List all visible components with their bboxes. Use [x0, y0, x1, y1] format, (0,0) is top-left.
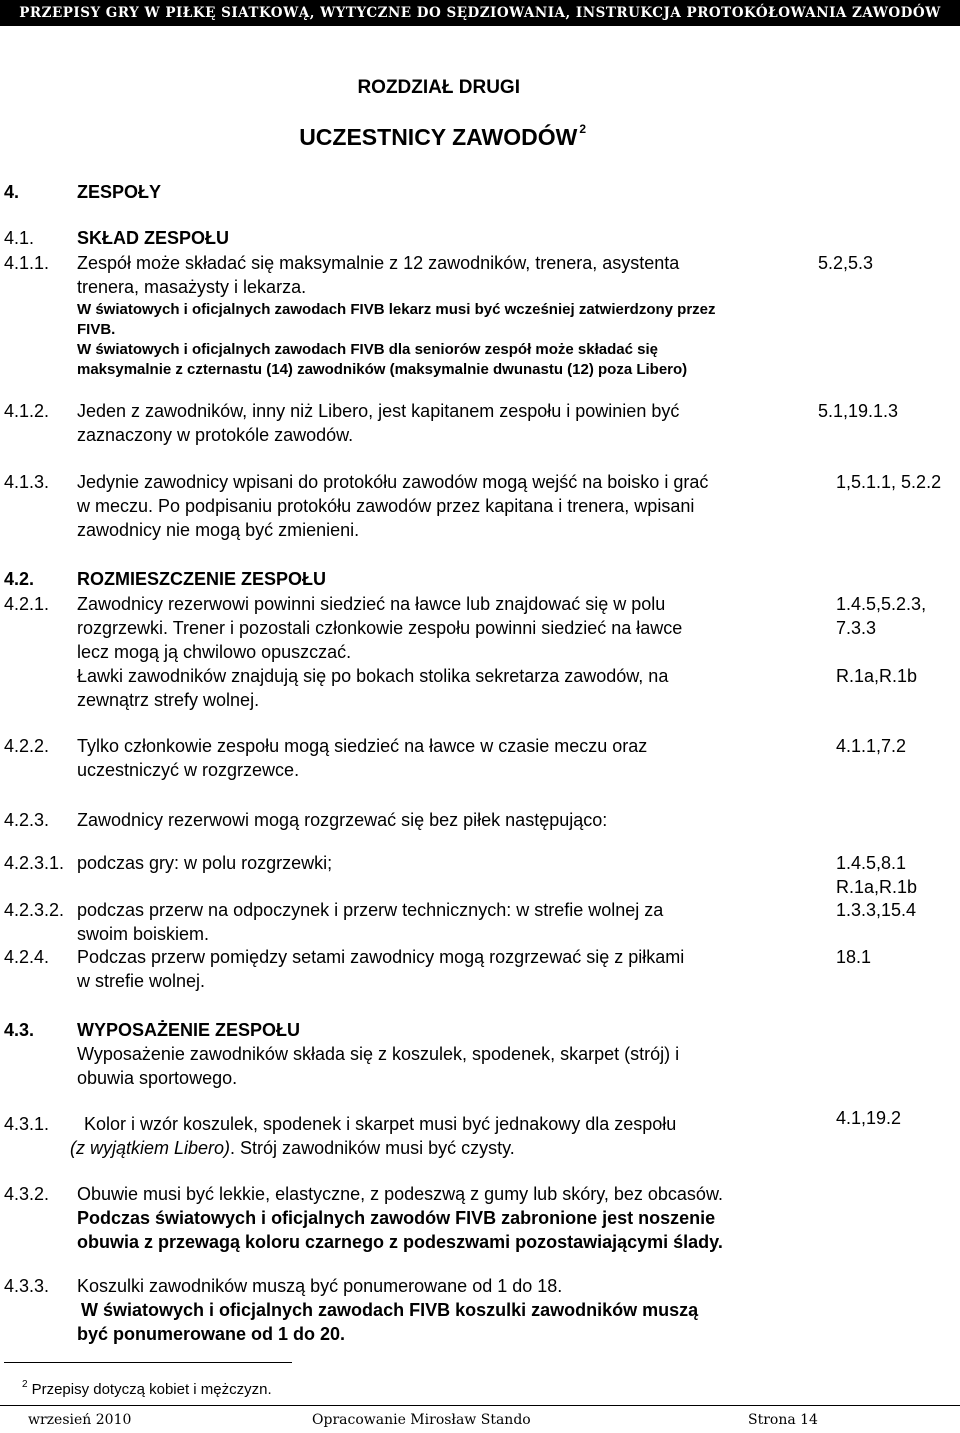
- libero-exception: (z wyjątkiem Libero): [70, 1138, 231, 1158]
- rule-reference: 1,5.1.1, 5.2.2: [836, 472, 942, 492]
- chapter-title: ROZDZIAŁ DRUGI: [357, 77, 520, 98]
- footer-date: wrzesień 2010: [28, 1412, 132, 1428]
- section-number: 4.2.4.: [4, 947, 50, 967]
- section-number: 4.1.2.: [4, 401, 50, 421]
- rule-reference: R.1a,R.1b: [836, 877, 918, 897]
- section-body: [77, 470, 708, 542]
- body-line: zawodnicy nie mogą być zmienieni.: [77, 520, 360, 540]
- body-line: obuwia sportowego.: [77, 1068, 238, 1088]
- body-line-bold: maksymalnie z czternastu (14) zawodników (maksymalnie dwunastu (12) poza Libero): [77, 361, 688, 378]
- body-text: . Strój zawodników musi być czysty.: [230, 1138, 515, 1158]
- body-line: Kolor i wzór koszulek, spodenek i skarpet musi być jednakowy dla zespołu: [84, 1114, 677, 1134]
- section-body: [77, 592, 682, 712]
- section-heading: WYPOSAŻENIE ZESPOŁU: [77, 1020, 301, 1040]
- section-body: [77, 251, 716, 380]
- section-body: Zawodnicy rezerwowi mogą rozgrzewać się bez piłek następująco:: [77, 810, 608, 830]
- body-line: Jeden z zawodników, inny niż Libero, jest kapitanem zespołu i powinien być: [77, 401, 680, 421]
- footer-page-number: Strona 14: [748, 1412, 818, 1428]
- body-line: Jedynie zawodnicy wpisani do protokółu zawodów mogą wejść na boisko i grać: [77, 472, 709, 492]
- body-line: Koszulki zawodników muszą być ponumerowane od 1 do 18.: [77, 1276, 563, 1296]
- section-body: [77, 898, 663, 946]
- body-line-bold: FIVB.: [77, 321, 116, 338]
- body-line-bold: W światowych i oficjalnych zawodach FIVB koszulki zawodników muszą: [81, 1300, 699, 1320]
- section-number: 4.3.: [4, 1020, 35, 1040]
- rule-reference: 7.3.3: [836, 618, 877, 638]
- rule-reference: R.1a,R.1b: [836, 666, 918, 686]
- section-heading: ROZMIESZCZENIE ZESPOŁU: [77, 569, 327, 589]
- body-line: w strefie wolnej.: [77, 971, 206, 991]
- section-body: podczas gry: w polu rozgrzewki;: [77, 853, 333, 873]
- section-number: 4.3.3.: [4, 1276, 50, 1296]
- rule-reference: 5.2,5.3: [818, 253, 874, 273]
- section-number: 4.: [4, 182, 20, 202]
- rule-reference: 18.1: [836, 947, 872, 967]
- body-line: uczestniczyć w rozgrzewce.: [77, 760, 300, 780]
- footnote-text: Przepisy dotyczą kobiet i mężczyzn.: [31, 1381, 272, 1398]
- section-number: 4.1.: [4, 228, 35, 248]
- body-line: Tylko członkowie zespołu mogą siedzieć na ławce w czasie meczu oraz: [77, 736, 648, 756]
- body-line: Ławki zawodników znajdują się po bokach stolika sekretarza zawodów, na: [77, 666, 669, 686]
- body-line-bold: być ponumerowane od 1 do 20.: [77, 1324, 346, 1344]
- body-line: [70, 1136, 676, 1160]
- section-number: 4.2.: [4, 569, 35, 589]
- body-line: podczas przerw na odpoczynek i przerw technicznych: w strefie wolnej za: [77, 900, 664, 920]
- section-body: [77, 399, 679, 447]
- rule-reference: 4.1,19.2: [836, 1108, 902, 1128]
- footnote-ref: 2: [579, 122, 586, 136]
- section-body: [77, 1182, 723, 1254]
- body-line-bold: Podczas światowych i oficjalnych zawodów FIVB zabronione jest noszenie: [77, 1208, 716, 1228]
- section-number: 4.2.3.1.: [4, 853, 65, 873]
- body-line: swoim boiskiem.: [77, 924, 210, 944]
- section-number: 4.2.2.: [4, 736, 50, 756]
- section-body: [70, 1112, 677, 1160]
- section-number: 4.2.3.2.: [4, 900, 65, 920]
- section-heading: ZESPOŁY: [77, 182, 162, 202]
- body-line: Podczas przerw pomiędzy setami zawodnicy mogą rozgrzewać się z piłkami: [77, 947, 685, 967]
- section-body: [77, 1274, 698, 1346]
- footnote-mark: 2: [22, 1379, 28, 1390]
- section-number: 4.3.2.: [4, 1184, 50, 1204]
- section-number: 4.3.1.: [4, 1114, 50, 1134]
- body-line: zewnątrz strefy wolnej.: [77, 690, 260, 710]
- section-number: 4.1.1.: [4, 253, 50, 273]
- body-line: Wyposażenie zawodników składa się z koszulek, spodenek, skarpet (strój) i: [77, 1044, 680, 1064]
- body-line-bold: W światowych i oficjalnych zawodach FIVB lekarz musi być wcześniej zatwierdzony przez: [77, 301, 716, 318]
- rule-reference: 1.4.5,5.2.3,: [836, 594, 927, 614]
- body-line: trenera, masażysty i lekarza.: [77, 277, 307, 297]
- rule-reference: 5.1,19.1.3: [818, 401, 899, 421]
- footer-divider: [0, 1405, 960, 1406]
- body-line-bold: obuwia z przewagą koloru czarnego z podeszwami pozostawiającymi ślady.: [77, 1232, 723, 1252]
- rule-reference: 1.3.3,15.4: [836, 900, 917, 920]
- rule-reference: 1.4.5,8.1: [836, 853, 907, 873]
- section-number: 4.2.3.: [4, 810, 50, 830]
- chapter-subtitle-text: UCZESTNICY ZAWODÓW: [299, 124, 578, 150]
- section-number: 4.1.3.: [4, 472, 50, 492]
- rule-reference: 4.1.1,7.2: [836, 736, 907, 756]
- chapter-subtitle: [0, 122, 586, 151]
- body-line-bold: W światowych i oficjalnych zawodach FIVB dla seniorów zespół może składać się: [77, 341, 658, 358]
- body-line: lecz mogą ją chwilowo opuszczać.: [77, 642, 352, 662]
- body-line: Zawodnicy rezerwowi powinni siedzieć na ławce lub znajdować się w polu: [77, 594, 666, 614]
- body-line: w meczu. Po podpisaniu protokółu zawodów przez kapitana i trenera, wpisani: [77, 496, 695, 516]
- running-header: PRZEPISY GRY W PIŁKĘ SIATKOWĄ, WYTYCZNE DO SĘDZIOWANIA, INSTRUKCJA PROTOKÓŁOWANIA ZAWODÓW: [0, 0, 960, 26]
- section-body: [77, 1018, 679, 1090]
- section-body: [77, 945, 684, 993]
- body-line: Zespół może składać się maksymalnie z 12 zawodników, trenera, asystenta: [77, 253, 680, 273]
- body-line: Obuwie musi być lekkie, elastyczne, z podeszwą z gumy lub skóry, bez obcasów.: [77, 1184, 723, 1204]
- body-line: zaznaczony w protokóle zawodów.: [77, 425, 354, 445]
- footnote-divider: [4, 1362, 292, 1363]
- section-heading: SKŁAD ZESPOŁU: [77, 228, 230, 248]
- body-line: rozgrzewki. Trener i pozostali członkowie zespołu powinni siedzieć na ławce: [77, 618, 683, 638]
- section-body: [77, 734, 647, 782]
- section-number: 4.2.1.: [4, 594, 50, 614]
- footer-author: Opracowanie Mirosław Stando: [312, 1412, 531, 1428]
- footnote: [22, 1379, 272, 1398]
